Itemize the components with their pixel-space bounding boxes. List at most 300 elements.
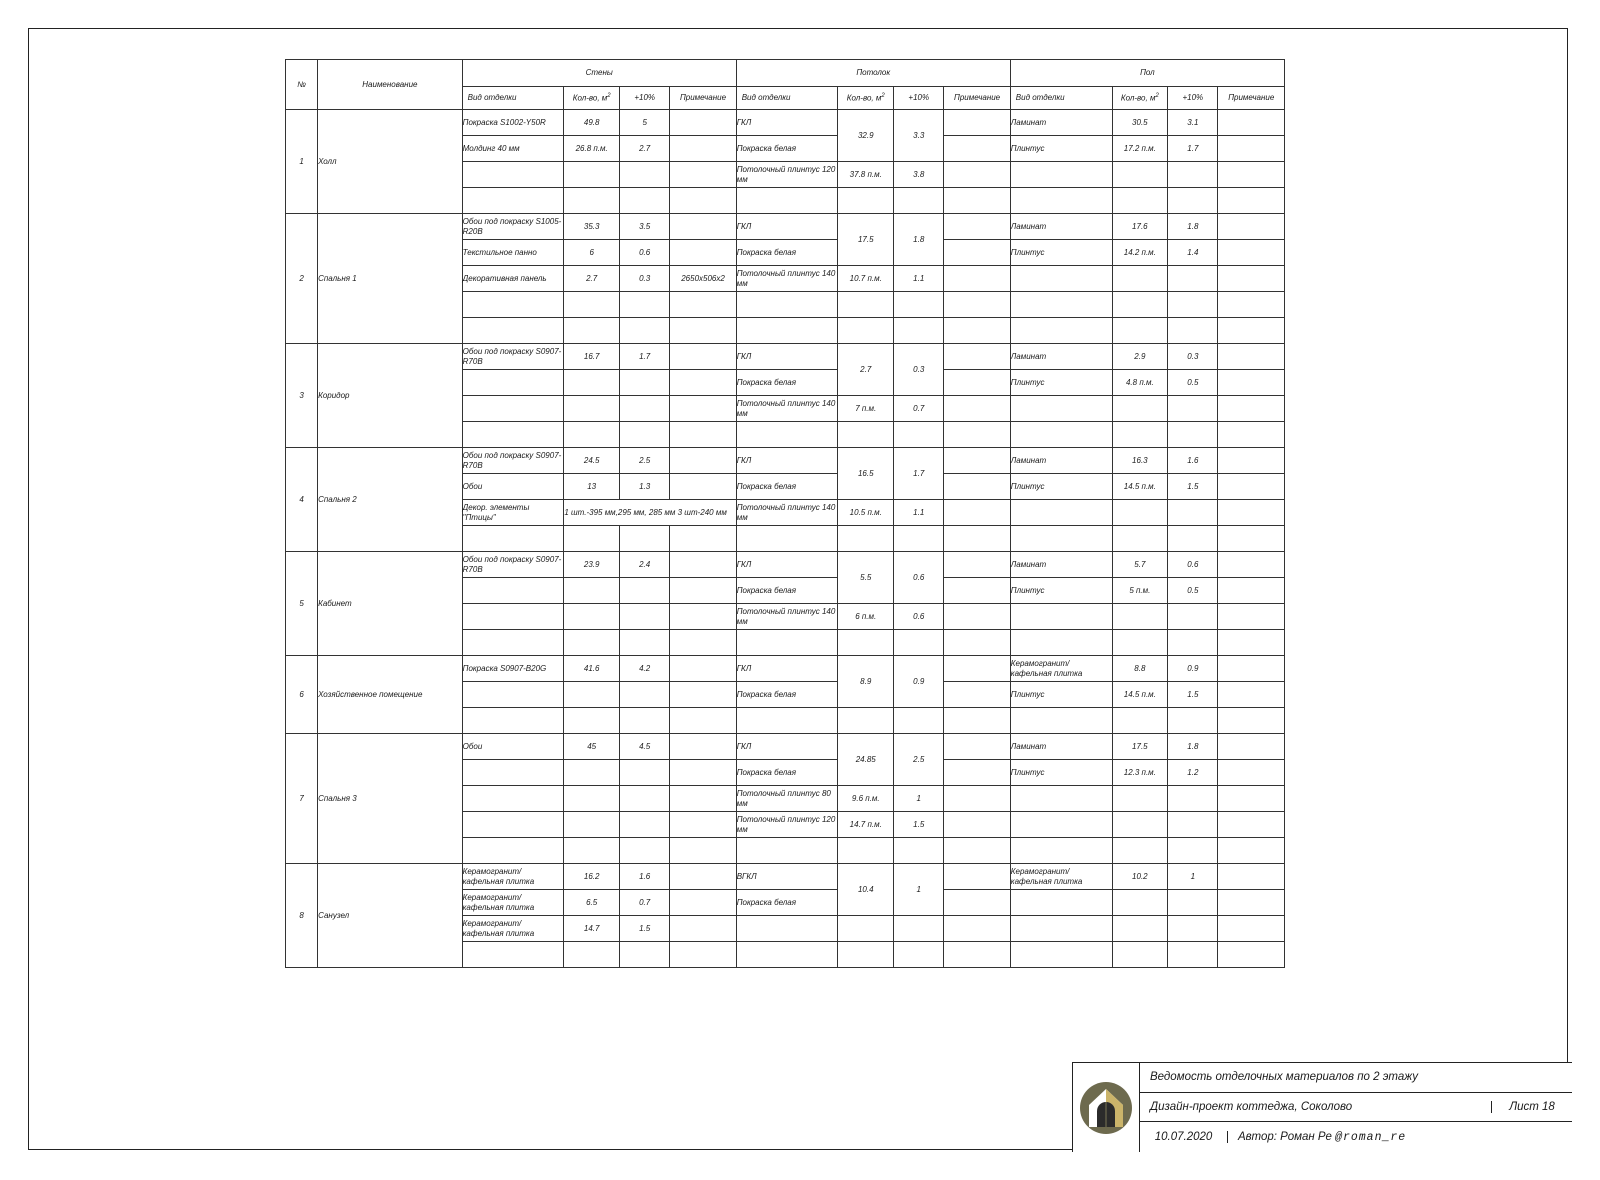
floor-pct: 0.6 (1168, 552, 1218, 578)
ceiling-type: Потолочный плинтус 120 мм (736, 812, 838, 838)
walls-pct (620, 188, 670, 214)
walls-qty (564, 188, 620, 214)
ceiling-qty: 24.85 (838, 734, 894, 786)
walls-note (670, 604, 736, 630)
ceiling-pct: 0.3 (894, 344, 944, 396)
subheader-pct-2: +10% (1168, 87, 1218, 110)
floor-qty: 17.5 (1112, 734, 1168, 760)
walls-qty: 16.2 (564, 864, 620, 890)
walls-note (670, 162, 736, 188)
ceiling-qty (838, 292, 894, 318)
floor-pct (1168, 162, 1218, 188)
walls-type (462, 812, 564, 838)
ceiling-note (944, 760, 1010, 786)
ceiling-qty: 37.8 п.м. (838, 162, 894, 188)
row-number: 2 (286, 214, 318, 344)
floor-pct: 1.6 (1168, 448, 1218, 474)
walls-note (670, 864, 736, 890)
walls-note (670, 188, 736, 214)
floor-type: Плинтус (1010, 136, 1112, 162)
walls-qty: 6.5 (564, 890, 620, 916)
ceiling-type: Покраска белая (736, 578, 838, 604)
header-name: Наименование (318, 60, 463, 110)
floor-note (1218, 214, 1285, 240)
ceiling-qty: 2.7 (838, 344, 894, 396)
floor-note (1218, 656, 1285, 682)
header-no: № (286, 60, 318, 110)
walls-note (670, 812, 736, 838)
walls-qty: 14.7 (564, 916, 620, 942)
walls-pct (620, 786, 670, 812)
floor-pct (1168, 526, 1218, 552)
walls-type (462, 682, 564, 708)
table-row (286, 344, 1285, 370)
walls-pct (620, 318, 670, 344)
ceiling-qty: 32.9 (838, 110, 894, 162)
floor-note (1218, 760, 1285, 786)
floor-type (1010, 916, 1112, 942)
ceiling-note (944, 890, 1010, 916)
ceiling-type: Покраска белая (736, 136, 838, 162)
walls-type: Обои под покраску S1005-R20B (462, 214, 564, 240)
floor-pct (1168, 838, 1218, 864)
ceiling-note (944, 448, 1010, 474)
walls-type: Обои под покраску S0907-R70B (462, 552, 564, 578)
row-number: 7 (286, 734, 318, 864)
walls-qty (564, 396, 620, 422)
table-row (286, 552, 1285, 578)
floor-note (1218, 812, 1285, 838)
floor-note (1218, 500, 1285, 526)
floor-qty: 14.2 п.м. (1112, 240, 1168, 266)
floor-qty (1112, 786, 1168, 812)
ceiling-pct (894, 188, 944, 214)
ceiling-type: Покраска белая (736, 240, 838, 266)
walls-pct (620, 708, 670, 734)
ceiling-qty (838, 526, 894, 552)
ceiling-pct: 1.8 (894, 214, 944, 266)
ceiling-pct: 3.8 (894, 162, 944, 188)
walls-qty (564, 760, 620, 786)
floor-qty: 30.5 (1112, 110, 1168, 136)
ceiling-pct: 1.5 (894, 812, 944, 838)
ceiling-note (944, 682, 1010, 708)
ceiling-type: Потолочный плинтус 120 мм (736, 162, 838, 188)
ceiling-qty (838, 838, 894, 864)
table-row (286, 656, 1285, 682)
walls-note (670, 890, 736, 916)
floor-pct (1168, 396, 1218, 422)
ceiling-pct (894, 838, 944, 864)
walls-pct: 2.7 (620, 136, 670, 162)
walls-pct: 0.7 (620, 890, 670, 916)
floor-type (1010, 526, 1112, 552)
ceiling-pct: 1.7 (894, 448, 944, 500)
walls-pct (620, 942, 670, 968)
header-group-walls: Стены (462, 60, 736, 87)
floor-type: Плинтус (1010, 240, 1112, 266)
walls-type (462, 708, 564, 734)
walls-note (670, 396, 736, 422)
walls-type: Декоративная панель (462, 266, 564, 292)
ceiling-type (736, 292, 838, 318)
ceiling-note (944, 578, 1010, 604)
walls-qty (564, 942, 620, 968)
walls-pct (620, 760, 670, 786)
subheader-type-2: Вид отделки (1010, 87, 1112, 110)
ceiling-note (944, 838, 1010, 864)
floor-type (1010, 162, 1112, 188)
ceiling-note (944, 708, 1010, 734)
walls-pct: 1.3 (620, 474, 670, 500)
floor-note (1218, 552, 1285, 578)
walls-pct: 3.5 (620, 214, 670, 240)
floor-note (1218, 474, 1285, 500)
ceiling-note (944, 474, 1010, 500)
ceiling-note (944, 734, 1010, 760)
walls-type: Керамогранит/ кафельная плитка (462, 864, 564, 890)
ceiling-pct (894, 630, 944, 656)
table-head (286, 60, 1285, 110)
ceiling-qty: 7 п.м. (838, 396, 894, 422)
ceiling-qty: 10.7 п.м. (838, 266, 894, 292)
header-group-ceiling: Потолок (736, 60, 1010, 87)
ceiling-note (944, 656, 1010, 682)
floor-type: Ламинат (1010, 448, 1112, 474)
floor-note (1218, 942, 1285, 968)
walls-pct (620, 630, 670, 656)
floor-pct (1168, 942, 1218, 968)
floor-note (1218, 578, 1285, 604)
walls-pct (620, 162, 670, 188)
floor-type: Ламинат (1010, 344, 1112, 370)
table-body (286, 110, 1285, 968)
walls-type (462, 838, 564, 864)
floor-type: Плинтус (1010, 682, 1112, 708)
walls-type: Молдинг 40 мм (462, 136, 564, 162)
ceiling-type: Потолочный плинтус 140 мм (736, 266, 838, 292)
floor-type (1010, 422, 1112, 448)
subheader-pct-1: +10% (894, 87, 944, 110)
floor-pct (1168, 292, 1218, 318)
author-name: Автор: Роман Ре (1238, 1130, 1336, 1143)
ceiling-qty: 10.4 (838, 864, 894, 916)
subheader-qty-1 (838, 87, 894, 110)
walls-note (670, 578, 736, 604)
ceiling-note (944, 864, 1010, 890)
ceiling-type: Потолочный плинтус 140 мм (736, 500, 838, 526)
floor-pct: 1.7 (1168, 136, 1218, 162)
ceiling-type (736, 188, 838, 214)
walls-qty: 35.3 (564, 214, 620, 240)
floor-pct: 0.5 (1168, 578, 1218, 604)
floor-note (1218, 734, 1285, 760)
document-title: Ведомость отделочных материалов по 2 этажу (1150, 1071, 1419, 1084)
floor-type: Керамогранит/ кафельная плитка (1010, 656, 1112, 682)
ceiling-qty: 8.9 (838, 656, 894, 708)
ceiling-type: Покраска белая (736, 890, 838, 916)
floor-type: Ламинат (1010, 552, 1112, 578)
ceiling-note (944, 214, 1010, 240)
walls-note (670, 240, 736, 266)
floor-note (1218, 240, 1285, 266)
floor-note (1218, 890, 1285, 916)
ceiling-pct: 0.9 (894, 656, 944, 708)
ceiling-pct (894, 318, 944, 344)
floor-qty (1112, 630, 1168, 656)
floor-qty (1112, 526, 1168, 552)
floor-pct (1168, 318, 1218, 344)
ceiling-qty: 16.5 (838, 448, 894, 500)
floor-type (1010, 500, 1112, 526)
ceiling-type (736, 916, 838, 942)
floor-qty: 14.5 п.м. (1112, 682, 1168, 708)
subheader-note-0: Примечание (670, 87, 736, 110)
walls-note (670, 760, 736, 786)
walls-pct: 1.5 (620, 916, 670, 942)
ceiling-type: Покраска белая (736, 474, 838, 500)
ceiling-note (944, 422, 1010, 448)
floor-type (1010, 630, 1112, 656)
walls-note (670, 630, 736, 656)
sheet-number: Лист 18 (1509, 1100, 1555, 1113)
table-row (286, 214, 1285, 240)
ceiling-pct: 1.1 (894, 500, 944, 526)
document-date: 10.07.2020 (1140, 1131, 1228, 1143)
floor-pct: 1.8 (1168, 214, 1218, 240)
ceiling-note (944, 266, 1010, 292)
author-handle: @roman_re (1335, 1130, 1407, 1144)
row-number: 5 (286, 552, 318, 656)
walls-type: Покраска S1002-Y50R (462, 110, 564, 136)
floor-type: Плинтус (1010, 760, 1112, 786)
walls-type: Текстильное панно (462, 240, 564, 266)
walls-qty (564, 786, 620, 812)
floor-note (1218, 136, 1285, 162)
ceiling-note (944, 916, 1010, 942)
floor-note (1218, 188, 1285, 214)
floor-pct (1168, 422, 1218, 448)
walls-qty: 45 (564, 734, 620, 760)
walls-qty (564, 422, 620, 448)
walls-pct (620, 682, 670, 708)
walls-type (462, 422, 564, 448)
floor-type (1010, 396, 1112, 422)
ceiling-type: Покраска белая (736, 682, 838, 708)
floor-type (1010, 318, 1112, 344)
floor-note (1218, 682, 1285, 708)
floor-pct: 0.9 (1168, 656, 1218, 682)
walls-qty (564, 604, 620, 630)
floor-pct (1168, 812, 1218, 838)
floor-note (1218, 864, 1285, 890)
subheader-note-2: Примечание (1218, 87, 1285, 110)
author (1228, 1131, 1572, 1144)
floor-note (1218, 318, 1285, 344)
walls-qty: 26.8 п.м. (564, 136, 620, 162)
ceiling-note (944, 136, 1010, 162)
walls-type: Керамогранит/ кафельная плитка (462, 890, 564, 916)
title-block-rows (1140, 1063, 1572, 1152)
walls-pct: 1.6 (620, 864, 670, 890)
ceiling-pct (894, 708, 944, 734)
walls-pct: 5 (620, 110, 670, 136)
walls-type (462, 370, 564, 396)
ceiling-note (944, 942, 1010, 968)
ceiling-pct (894, 942, 944, 968)
title-row-1 (1140, 1063, 1572, 1093)
floor-note (1218, 422, 1285, 448)
walls-pct (620, 838, 670, 864)
ceiling-note (944, 630, 1010, 656)
ceiling-note (944, 292, 1010, 318)
ceiling-type (736, 318, 838, 344)
walls-qty: 49.8 (564, 110, 620, 136)
floor-qty: 2.9 (1112, 344, 1168, 370)
walls-note (670, 344, 736, 370)
ceiling-type (736, 708, 838, 734)
walls-note (670, 682, 736, 708)
walls-type (462, 526, 564, 552)
walls-qty (564, 630, 620, 656)
ceiling-note (944, 526, 1010, 552)
walls-note (670, 708, 736, 734)
walls-qty (564, 682, 620, 708)
ceiling-type (736, 838, 838, 864)
floor-qty (1112, 708, 1168, 734)
walls-qty (564, 370, 620, 396)
room-name: Хозяйственное помещение (318, 656, 463, 734)
ceiling-type: ГКЛ (736, 552, 838, 578)
ceiling-type (736, 422, 838, 448)
walls-type: Керамогранит/ кафельная плитка (462, 916, 564, 942)
floor-pct: 1.5 (1168, 682, 1218, 708)
ceiling-pct: 2.5 (894, 734, 944, 786)
ceiling-pct (894, 422, 944, 448)
room-name: Холл (318, 110, 463, 214)
walls-type (462, 578, 564, 604)
ceiling-note (944, 604, 1010, 630)
ceiling-type: ГКЛ (736, 448, 838, 474)
walls-qty: 24.5 (564, 448, 620, 474)
walls-type (462, 786, 564, 812)
walls-note (670, 838, 736, 864)
floor-pct: 1.5 (1168, 474, 1218, 500)
subheader-note-1: Примечание (944, 87, 1010, 110)
walls-pct (620, 526, 670, 552)
walls-note (670, 656, 736, 682)
ceiling-pct: 1 (894, 786, 944, 812)
row-number: 8 (286, 864, 318, 968)
table-row (286, 864, 1285, 890)
project-name: Дизайн-проект коттеджа, Соколово (1140, 1101, 1492, 1113)
floor-qty (1112, 916, 1168, 942)
ceiling-note (944, 240, 1010, 266)
floor-pct (1168, 500, 1218, 526)
floor-qty (1112, 838, 1168, 864)
room-name: Коридор (318, 344, 463, 448)
walls-qty (564, 318, 620, 344)
walls-qty: 13 (564, 474, 620, 500)
walls-type (462, 162, 564, 188)
floor-type (1010, 292, 1112, 318)
floor-note (1218, 344, 1285, 370)
ceiling-qty: 5.5 (838, 552, 894, 604)
ceiling-pct: 0.6 (894, 604, 944, 630)
walls-type (462, 604, 564, 630)
floor-note (1218, 526, 1285, 552)
floor-qty (1112, 890, 1168, 916)
floor-type: Ламинат (1010, 110, 1112, 136)
ceiling-type: ВГКЛ (736, 864, 838, 890)
walls-pct (620, 292, 670, 318)
ceiling-note (944, 786, 1010, 812)
walls-note (670, 214, 736, 240)
floor-qty: 5 п.м. (1112, 578, 1168, 604)
ceiling-type: Потолочный плинтус 80 мм (736, 786, 838, 812)
floor-note (1218, 786, 1285, 812)
floor-pct: 1.4 (1168, 240, 1218, 266)
floor-qty (1112, 266, 1168, 292)
walls-note: 2650х506х2 (670, 266, 736, 292)
ceiling-pct (894, 916, 944, 942)
ceiling-note (944, 552, 1010, 578)
walls-pct: 1.7 (620, 344, 670, 370)
floor-qty: 14.5 п.м. (1112, 474, 1168, 500)
subheader-qty-label: Кол-во, м (1120, 93, 1156, 103)
ceiling-note (944, 110, 1010, 136)
floor-pct (1168, 916, 1218, 942)
floor-pct: 1.8 (1168, 734, 1218, 760)
logo-cell (1073, 1063, 1140, 1152)
room-name: Спальня 2 (318, 448, 463, 552)
ceiling-qty (838, 916, 894, 942)
floor-type: Плинтус (1010, 474, 1112, 500)
ceiling-qty: 17.5 (838, 214, 894, 266)
walls-type: Обои под покраску S0907-R70B (462, 448, 564, 474)
floor-type (1010, 266, 1112, 292)
walls-pct: 0.3 (620, 266, 670, 292)
walls-note (670, 786, 736, 812)
ceiling-type: ГКЛ (736, 110, 838, 136)
ceiling-type (736, 526, 838, 552)
walls-note (670, 942, 736, 968)
ceiling-type: ГКЛ (736, 214, 838, 240)
ceiling-qty (838, 942, 894, 968)
floor-pct (1168, 188, 1218, 214)
ceiling-note (944, 370, 1010, 396)
floor-pct: 1.2 (1168, 760, 1218, 786)
spec-table (285, 59, 1285, 968)
walls-type (462, 292, 564, 318)
subheader-qty-label: Кол-во, м (572, 93, 608, 103)
walls-note (670, 422, 736, 448)
walls-qty (564, 162, 620, 188)
floor-note (1218, 916, 1285, 942)
room-name: Санузел (318, 864, 463, 968)
walls-pct (620, 422, 670, 448)
subheader-qty-0 (564, 87, 620, 110)
floor-note (1218, 162, 1285, 188)
ceiling-qty: 9.6 п.м. (838, 786, 894, 812)
floor-qty (1112, 162, 1168, 188)
floor-note (1218, 630, 1285, 656)
walls-note (670, 318, 736, 344)
ceiling-note (944, 396, 1010, 422)
walls-note (670, 448, 736, 474)
ceiling-qty: 14.7 п.м. (838, 812, 894, 838)
ceiling-type (736, 942, 838, 968)
